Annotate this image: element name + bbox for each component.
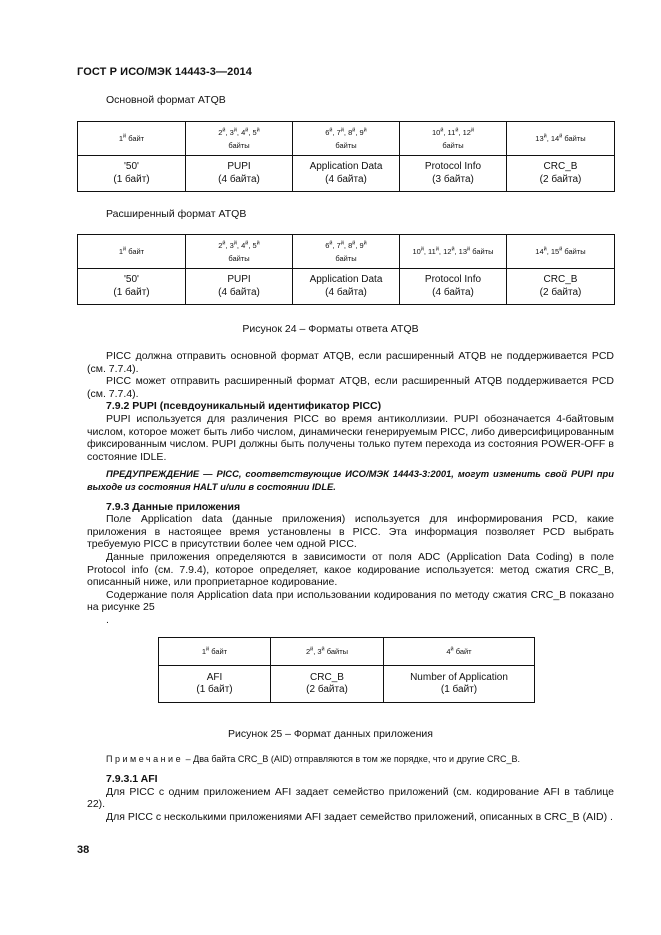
basic-header-cell-3: $6^й$, $7^й$, $8^й$, $9^й$ байты	[293, 122, 400, 156]
app-value-cell: AFI (1 байт)	[159, 666, 271, 703]
paragraph: PUPI используется для различения PICC во время антиколлизии. PUPI обозначается 4-байтовым числом, которое может быть либо числом, динамически генерируемым PICC, либо диверсифицированным фиксированным числом. PUPI должны быть получены только путем перехода из состояния POWER-OFF в состояние IDLE.	[87, 412, 614, 463]
application-data-table	[158, 637, 535, 703]
basic-atqb-table	[77, 121, 615, 192]
section-heading-7-9-3-1: 7.9.3.1 AFI	[106, 773, 158, 785]
app-header-cell-3: $4^й$ байт	[384, 638, 535, 666]
basic-header-cell-2: $2^й$, $3^й$, $4^й$, $5^й$ байты	[186, 122, 293, 156]
text-block-1	[87, 350, 614, 626]
note-text: – Два байта CRC_B (AID) отправляются в том же порядке, что и другие CRC_B.	[183, 754, 521, 764]
basic-header-cell-4: $10^й$, $11^й$, $12^й$ байты	[400, 122, 507, 156]
note	[106, 754, 616, 764]
basic-value-cell: '50' (1 байт)	[78, 156, 186, 192]
basic-table-value-row	[78, 156, 615, 192]
section-heading-7-9-3: 7.9.3 Данные приложения	[106, 500, 241, 513]
figure-25-caption: Рисунок 25 – Формат данных приложения	[228, 728, 433, 740]
basic-header-cell-5: $13^й$, $14^й$ байты	[507, 122, 615, 156]
extended-value-cell: CRC_B (2 байта)	[507, 269, 615, 305]
app-value-cell: Number of Application (1 байт)	[384, 666, 535, 703]
extended-value-cell: PUPI (4 байта)	[186, 269, 293, 305]
extended-value-cell: Protocol Info (4 байта)	[400, 269, 507, 305]
basic-value-cell: Application Data (4 байта)	[293, 156, 400, 192]
paragraph: Поле Application data (данные приложения) используется для информирования PCD, какие приложения в настоящее время установлены в PICC. Эта информация позволяет PCD выбрать требуемую PICC в присутствии более чем одной PICC.	[87, 513, 614, 551]
app-value-cell: CRC_B (2 байта)	[271, 666, 384, 703]
extended-header-cell-2: $2^й$, $3^й$, $4^й$, $5^й$ байты	[186, 235, 293, 269]
basic-value-cell: CRC_B (2 байта)	[507, 156, 615, 192]
basic-header-cell-1: $1^й$ байт	[78, 122, 186, 156]
warning-text: ПРЕДУПРЕЖДЕНИЕ — PICC, соответствующие ИСО/МЭК 14443-3:2001, могут изменить свой PUPI при выходе из состояния HALT и/или в состоянии IDLE.	[87, 468, 614, 492]
paragraph: Для PICC с одним приложением AFI задает семейство приложений (см. кодирование AFI в таблице 22).	[87, 785, 614, 811]
extended-value-cell: '50' (1 байт)	[78, 269, 186, 305]
extended-header-cell-1: $1^й$ байт	[78, 235, 186, 269]
extended-table-value-row	[78, 269, 615, 305]
figure-24-caption: Рисунок 24 – Форматы ответа ATQB	[242, 323, 419, 335]
extended-atqb-table	[77, 234, 615, 305]
app-table-header-row	[159, 638, 535, 666]
document-header: ГОСТ Р ИСО/МЭК 14443-3—2014	[77, 66, 252, 78]
basic-value-cell: Protocol Info (3 байта)	[400, 156, 507, 192]
note-label: Примечание	[106, 754, 184, 764]
extended-header-cell-5: $14^й$, $15^й$ байты	[507, 235, 615, 269]
paragraph: Данные приложения определяются в зависимости от поля ADC (Application Data Coding) в поле Protocol info (см. 7.9.4), которое определяет, какое кодирование используется: метод сжатия CRC_B, описанный ниже, или проприетарное кодирование.	[87, 550, 614, 589]
basic-format-title: Основной формат ATQB	[106, 94, 226, 106]
extended-value-cell: Application Data (4 байта)	[293, 269, 400, 305]
paragraph: PICC может отправить расширенный формат ATQB, если расширенный ATQB поддерживается PCD (см. 7.7.4).	[87, 375, 614, 400]
extended-format-title: Расширенный формат ATQB	[106, 208, 247, 220]
basic-value-cell: PUPI (4 байта)	[186, 156, 293, 192]
stray-dot: .	[106, 613, 109, 626]
extended-header-cell-3: $6^й$, $7^й$, $8^й$, $9^й$ байты	[293, 235, 400, 269]
basic-table-header-row	[78, 122, 615, 156]
app-header-cell-2: $2^й$, $3^й$ байты	[271, 638, 384, 666]
text-block-2	[87, 773, 614, 823]
paragraph: PICC должна отправить основной формат ATQB, если расширенный ATQB не поддерживается PCD (см. 7.7.4).	[87, 350, 614, 375]
page-number: 38	[77, 844, 90, 856]
app-header-cell-1: $1^й$ байт	[159, 638, 271, 666]
paragraph: Для PICC с несколькими приложениями AFI задает семейство приложений, описанных в CRC_B (AID) .	[106, 810, 613, 823]
app-table-value-row	[159, 666, 535, 703]
extended-header-cell-4: $10^й$, $11^й$, $12^й$, $13^й$ байты	[400, 235, 507, 269]
section-heading-7-9-2: 7.9.2 PUPI (псевдоуникальный идентификатор PICC)	[106, 400, 382, 413]
extended-table-header-row	[78, 235, 615, 269]
paragraph: Содержание поля Application data при использовании кодирования по методу сжатия CRC_B показано на рисунке 25	[87, 588, 614, 614]
